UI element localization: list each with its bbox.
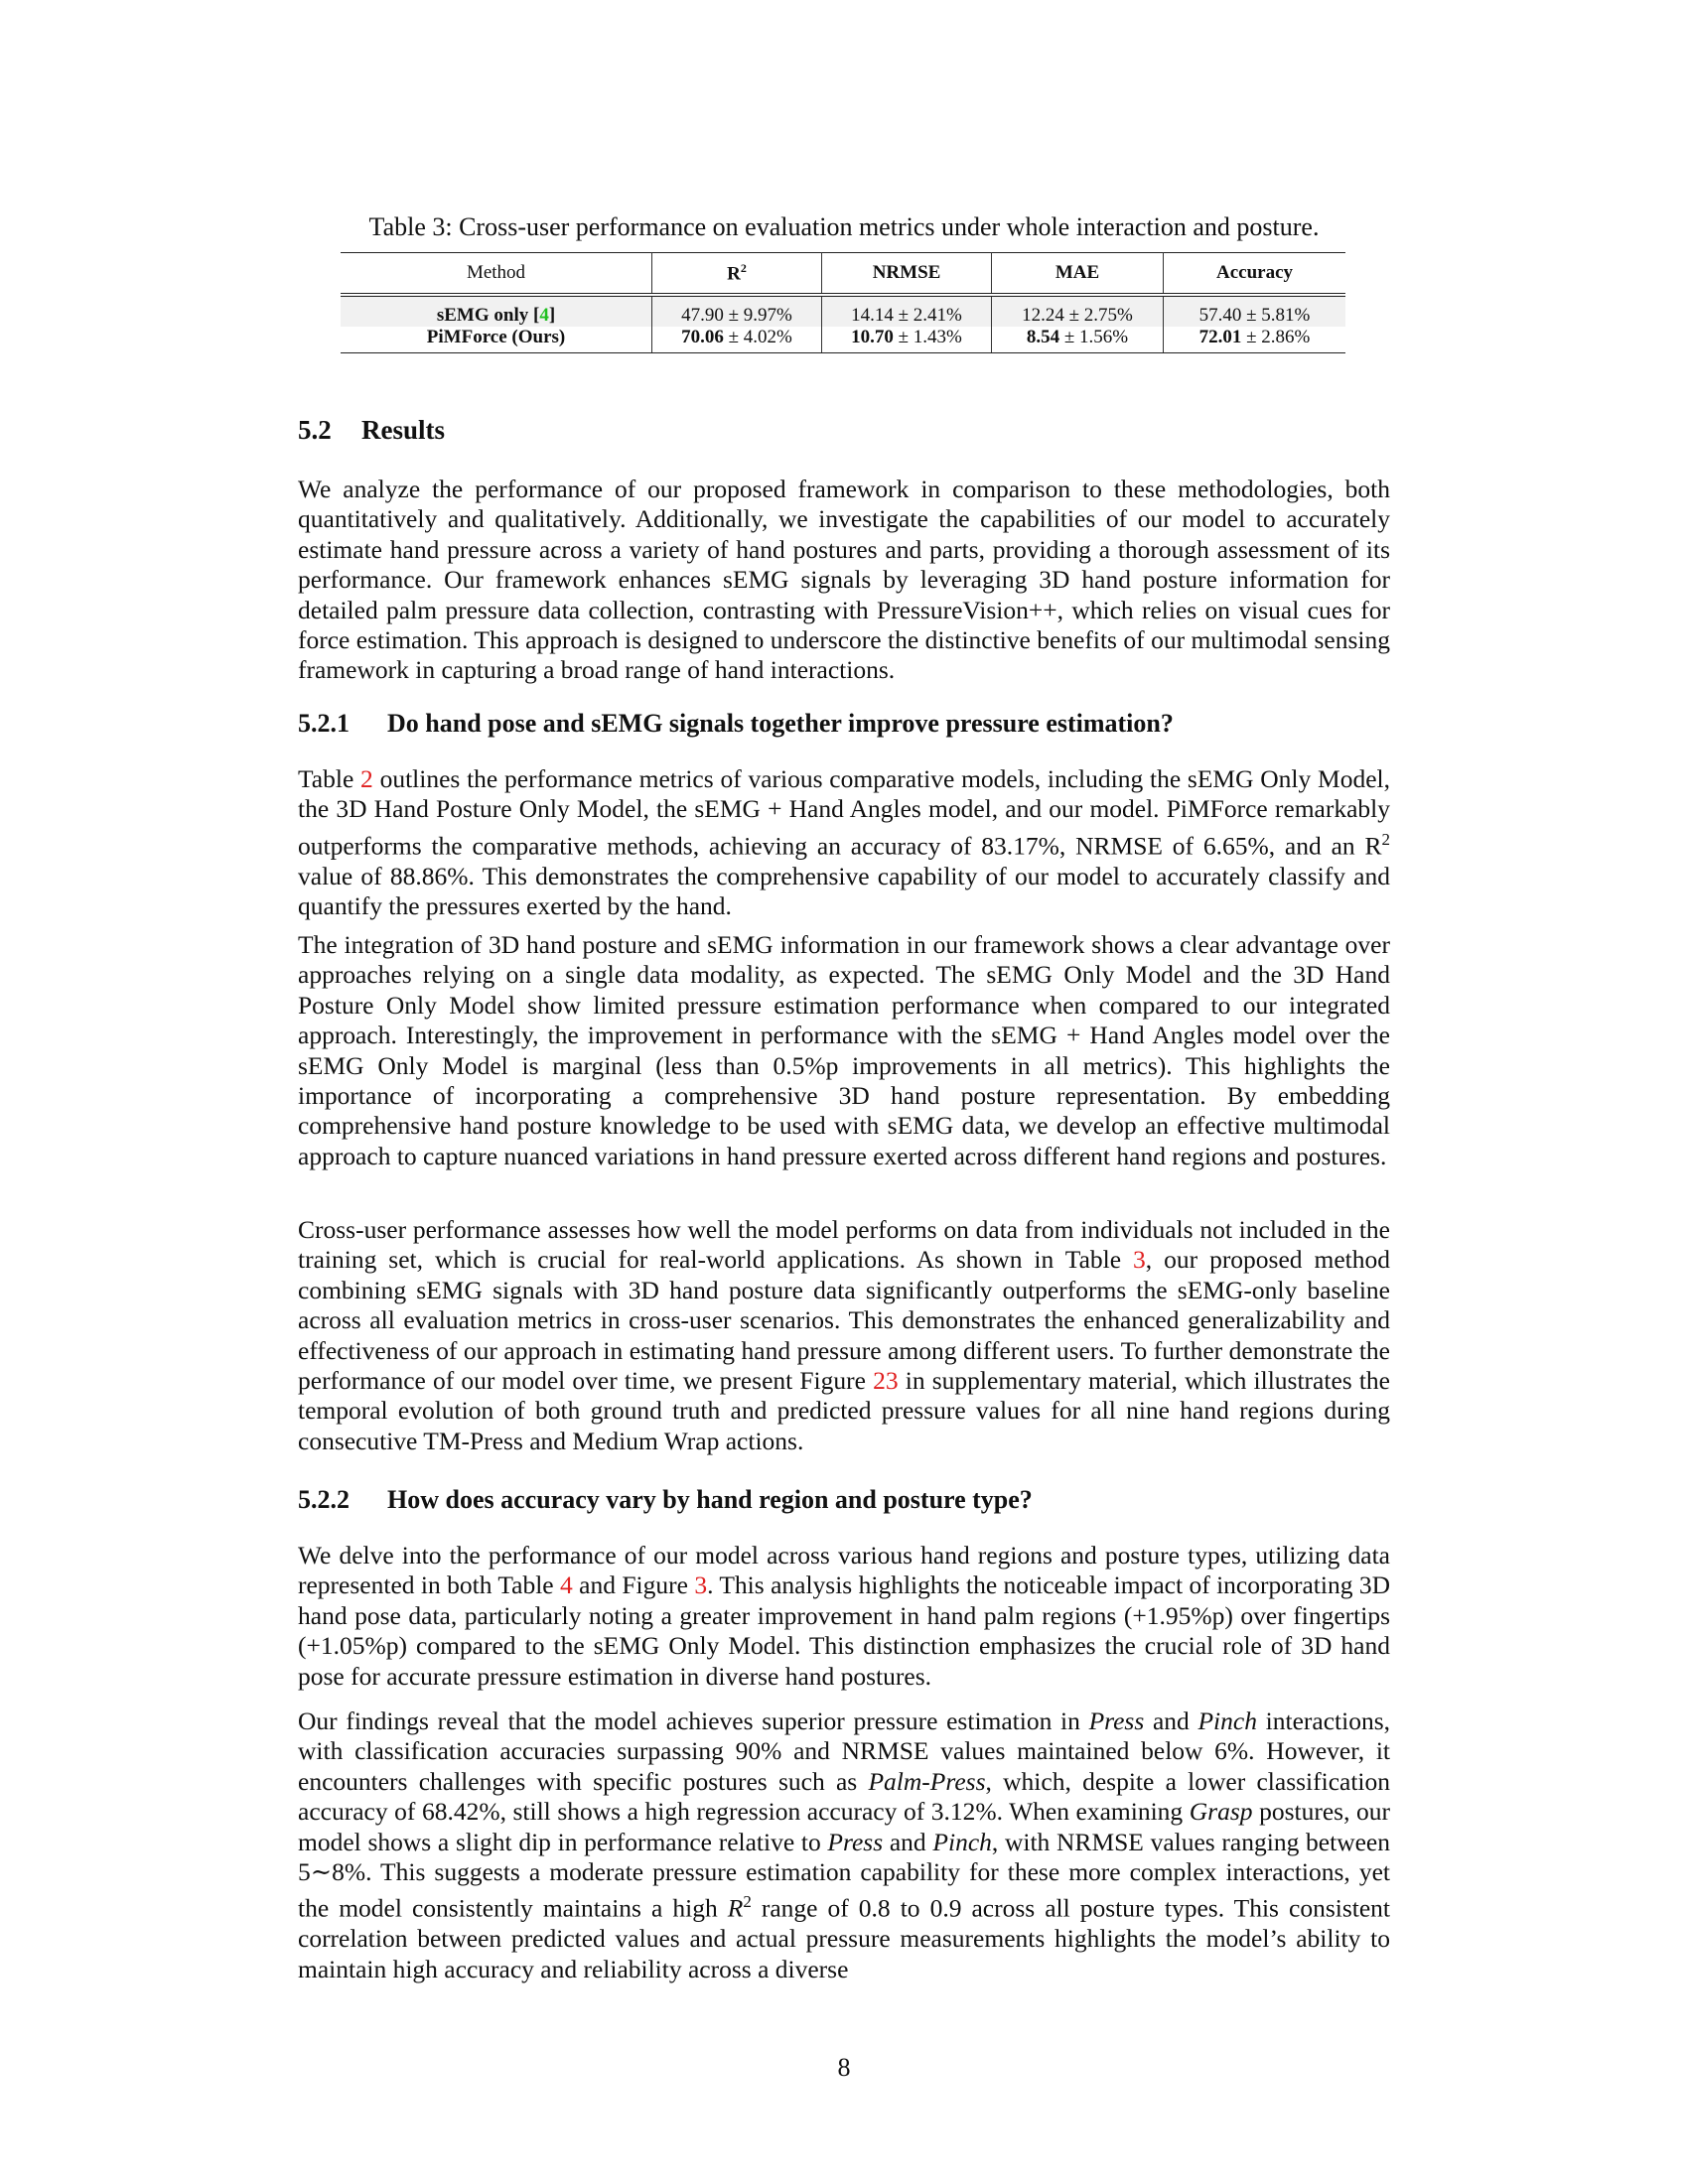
paragraph (298, 1215, 1390, 1456)
cell-nrmse (822, 327, 992, 353)
method-text: sEMG only [ (436, 305, 540, 326)
subsection-number: 5.2.2 (298, 1485, 350, 1514)
text: , which, despite a lower classification accuracy of 68.42%, still shows a high regression accuracy of 3.12%. When examining (298, 1766, 1391, 1827)
cell-mae-best: 8.54 (1026, 327, 1060, 347)
header-mae: MAE (992, 253, 1164, 296)
paragraph: We analyze the performance of our proposed framework in comparison to these methodologies, both quantitatively and qualitatively. Additionally, we investigate the capabilities of our model to accurately estimate hand pressure across a variety of hand postures and parts, providing a thorough assessment of its performance. Our framework enhances sEMG signals by leveraging 3D hand posture information for detailed palm pressure data collection, contrasting with PressureVision++, which relies on visual cues for force estimation. This approach is designed to underscore the distinctive benefits of our multimodal sensing framework in capturing a broad range of hand interactions. (298, 475, 1390, 685)
cell-method: PiMForce (Ours) (341, 327, 652, 353)
header-r2-sup: 2 (740, 260, 747, 275)
header-nrmse: NRMSE (822, 253, 992, 296)
italic-term: Press (827, 1827, 884, 1856)
italic-term: Press (1088, 1706, 1145, 1735)
subsection-number: 5.2.1 (298, 709, 350, 738)
cell-mae: 12.24 ± 2.75% (992, 295, 1164, 327)
math-symbol: R (727, 1893, 744, 1923)
text: in supplementary material, which illustrates the temporal evolution of both ground truth and predicted pressure values for all nine hand regions during consecutive TM-Press and Medium Wrap actions. (298, 1366, 1390, 1455)
cell-mae-rest: ± 1.56% (1059, 327, 1129, 347)
cell-nrmse-rest: ± 1.43% (893, 327, 962, 347)
text: Table (298, 764, 361, 793)
subsection-title: Do hand pose and sEMG signals together improve pressure estimation? (387, 709, 1174, 738)
section-heading (298, 415, 445, 446)
text: postures, our model shows a slight dip in performance relative to (298, 1797, 1390, 1856)
table-ref-link[interactable]: 3 (1133, 1245, 1146, 1275)
paragraph: The integration of 3D hand posture and sEMG information in our framework shows a clear advantage over approaches relying on a single data modality, as expected. The sEMG Only Model and the 3D Hand Posture Only Model show limited pressure estimation performance when compared to our integrated approach. Interestingly, the improvement in performance with the sEMG + Hand Angles model over the sEMG Only Model is marginal (less than 0.5%p improvements in all metrics). This highlights the importance of incorporating a comprehensive 3D hand posture representation. By embedding comprehensive hand posture knowledge to be used with sEMG data, we develop an effective multimodal approach to capture nuanced variations in hand pressure exerted across different hand regions and postures. (298, 930, 1390, 1170)
table-ref-link[interactable]: 2 (360, 764, 373, 793)
cell-nrmse-best: 10.70 (851, 327, 894, 347)
page-number: 8 (837, 2053, 851, 2082)
section-number: 5.2 (298, 415, 332, 445)
cell-method (341, 295, 652, 327)
table-caption: Table 3: Cross-user performance on evaluation metrics under whole interaction and posture. (368, 212, 1320, 241)
text: and (883, 1827, 933, 1856)
superscript: 2 (1381, 829, 1390, 849)
cell-r2-best: 70.06 (681, 327, 724, 347)
figure-ref-link[interactable]: 23 (873, 1366, 899, 1396)
text: and Figure (572, 1570, 695, 1600)
text: Cross-user performance assesses how well the model performs on data from individuals not included in the training set, which is crucial for real-world applications. As shown in Table (298, 1215, 1390, 1275)
subsection-heading (298, 709, 1174, 739)
table-ref-link[interactable]: 4 (560, 1570, 573, 1600)
cell-mae (992, 327, 1164, 353)
subsection-title: How does accuracy vary by hand region and posture type? (387, 1485, 1033, 1514)
cell-r2-rest: ± 4.02% (723, 327, 792, 347)
text: . This analysis highlights the noticeable impact of incorporating 3D hand pose data, particularly noting a greater improvement in hand palm regions (+1.95%p) over fingertips (+1.05%p) compared to the sEMG Only Model. This distinction emphasizes the crucial role of 3D hand pose for accurate pressure estimation in diverse hand postures. (298, 1570, 1390, 1691)
cell-r2 (652, 327, 822, 353)
text: We delve into the performance of our model across various hand regions and posture types, utilizing data represented in both Table (298, 1541, 1390, 1600)
italic-term: Pinch (1197, 1706, 1257, 1735)
text: interactions, with classification accuracies surpassing 90% and NRMSE values maintained below 6%. However, it encounters challenges with specific postures such as (298, 1706, 1390, 1796)
cell-accuracy-best: 72.01 (1198, 327, 1242, 347)
header-r2 (652, 253, 822, 296)
cell-nrmse: 14.14 ± 2.41% (822, 295, 992, 327)
superscript: 2 (743, 1892, 752, 1912)
cell-accuracy: 57.40 ± 5.81% (1164, 295, 1346, 327)
text: outlines the performance metrics of various comparative models, including the sEMG Only Model, the 3D Hand Posture Only Model, the sEMG + Hand Angles model, and our model. PiMForce remarkably outperforms the comparative methods, achieving an accuracy of 83.17%, NRMSE of 6.65%, and an R (298, 764, 1390, 861)
italic-term: Palm-Press (868, 1766, 986, 1796)
results-table (341, 252, 1345, 353)
text: value of 88.86%. This demonstrates the comprehensive capability of our model to accurately classify and quantify the pressures exerted by the hand. (298, 861, 1390, 921)
text: Our findings reveal that the model achieves superior pressure estimation in (298, 1706, 1089, 1735)
section-title: Results (361, 415, 446, 445)
italic-term: Grasp (1189, 1797, 1253, 1827)
subsection-heading (298, 1485, 1033, 1515)
table-row (341, 327, 1345, 353)
text: , with NRMSE values ranging between 5∼8%. This suggests a moderate pressure estimation capability for these more complex interactions, yet the model consistently maintains a high (298, 1827, 1390, 1923)
method-text-end: ] (548, 305, 556, 326)
italic-term: Pinch (932, 1827, 992, 1856)
header-accuracy: Accuracy (1164, 253, 1346, 296)
table-row (341, 295, 1345, 327)
paragraph (298, 1706, 1390, 1984)
table-header-row (341, 253, 1345, 296)
paragraph (298, 764, 1390, 922)
text: and (1144, 1706, 1198, 1735)
figure-ref-link[interactable]: 3 (694, 1570, 708, 1600)
text: , our proposed method combining sEMG signals with 3D hand posture data significantly outperforms the sEMG-only baseline across all evaluation metrics in cross-user scenarios. This demonstrates the enhanced generalizability and effectiveness of our approach in estimating hand pressure among different users. To further demonstrate the performance of our model over time, we present Figure (298, 1245, 1391, 1396)
header-method: Method (341, 253, 652, 296)
text: range of 0.8 to 0.9 across all posture types. This consistent correlation between predicted values and actual pressure measurements highlights the model’s ability to maintain high accuracy and reliability across a diverse (298, 1893, 1390, 1983)
cell-accuracy-rest: ± 2.86% (1241, 327, 1311, 347)
cell-r2: 47.90 ± 9.97% (652, 295, 822, 327)
cell-accuracy (1164, 327, 1346, 353)
header-r2-label: R (727, 263, 741, 285)
paragraph (298, 1541, 1390, 1692)
citation-link[interactable]: 4 (539, 305, 549, 326)
paper-page (298, 0, 1390, 2184)
